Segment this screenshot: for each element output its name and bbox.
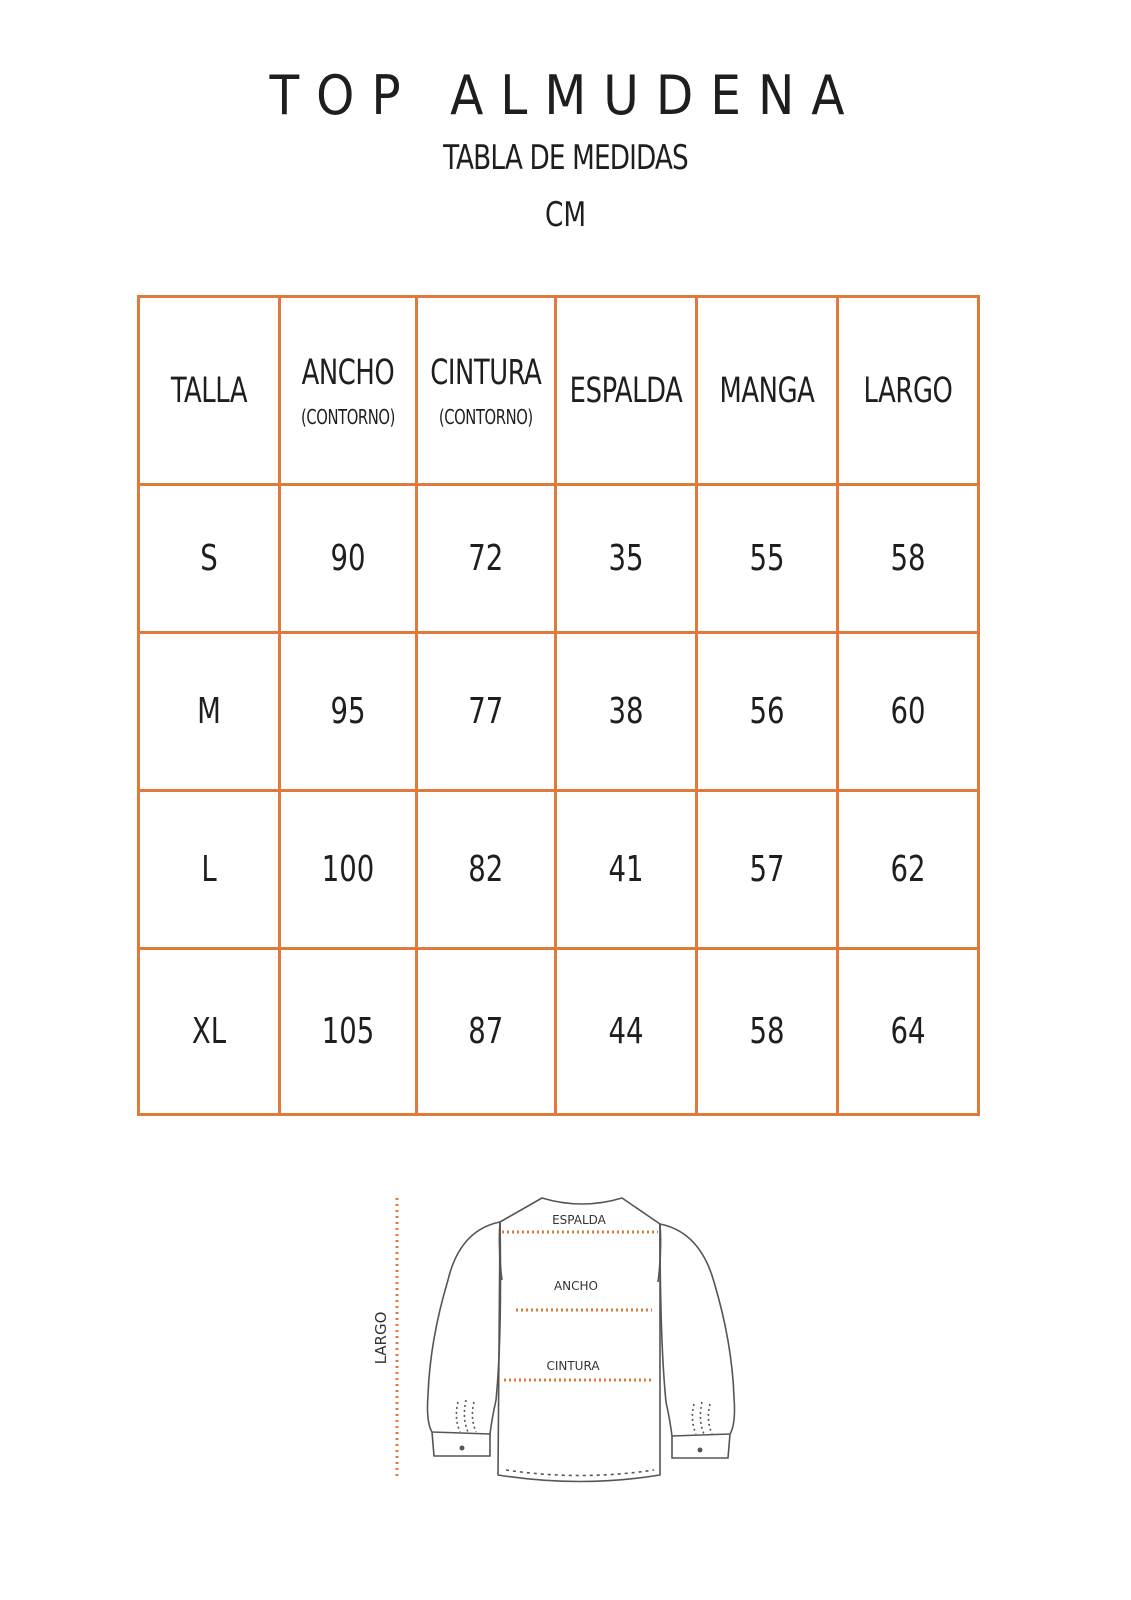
header-sublabel: (CONTORNO) xyxy=(438,404,533,429)
cell-value: 100 xyxy=(321,849,375,890)
unit-label: CM xyxy=(544,195,587,235)
table-cell xyxy=(139,949,280,1115)
cell-value: 58 xyxy=(890,538,926,579)
table-cell xyxy=(417,485,556,633)
cell-value: L xyxy=(201,849,217,890)
cell-value: 60 xyxy=(890,691,926,732)
left-cuff xyxy=(432,1432,490,1456)
table-cell xyxy=(417,791,556,949)
header-label: TALLA xyxy=(170,370,248,411)
table-cell xyxy=(837,949,978,1115)
header-sublabel: (CONTORNO) xyxy=(301,404,395,429)
table-row xyxy=(139,949,979,1115)
header-cell-manga xyxy=(696,297,837,485)
table-cell xyxy=(280,485,417,633)
garment-body xyxy=(498,1198,660,1482)
left-sleeve xyxy=(428,1222,501,1434)
cell-value: 41 xyxy=(608,849,644,890)
cell-value: 77 xyxy=(468,691,504,732)
table-row xyxy=(139,791,979,949)
table-cell xyxy=(417,949,556,1115)
cell-value: 44 xyxy=(608,1011,644,1052)
cell-value: 64 xyxy=(890,1011,926,1052)
cintura-label: CINTURA xyxy=(546,1359,600,1373)
cell-value: 58 xyxy=(749,1011,785,1052)
table-cell xyxy=(139,791,280,949)
table-cell xyxy=(555,791,696,949)
table-cell xyxy=(837,633,978,791)
header-cell-ancho xyxy=(280,297,417,485)
ancho-label: ANCHO xyxy=(553,1279,599,1293)
table-cell xyxy=(280,791,417,949)
size-table xyxy=(137,295,980,1116)
table-cell xyxy=(555,485,696,633)
table-row xyxy=(139,633,979,791)
right-cuff-gathers xyxy=(692,1402,712,1434)
largo-label: LARGO xyxy=(372,1311,390,1365)
garment-measurement-diagram xyxy=(350,1170,780,1530)
table-cell xyxy=(280,633,417,791)
cell-value: 62 xyxy=(890,849,926,890)
header-label: LARGO xyxy=(863,370,953,411)
table-cell xyxy=(696,949,837,1115)
cell-value: 87 xyxy=(468,1011,504,1052)
right-cuff xyxy=(672,1434,730,1458)
table-cell xyxy=(555,949,696,1115)
cell-value: M xyxy=(197,691,221,732)
cell-value: 82 xyxy=(468,849,504,890)
page-subtitle: TABLA DE MEDIDAS xyxy=(443,138,688,178)
left-cuff-gathers xyxy=(456,1400,476,1432)
table-cell xyxy=(139,633,280,791)
table-cell xyxy=(280,949,417,1115)
table-row xyxy=(139,485,979,633)
left-cuff-button xyxy=(460,1446,465,1451)
table-cell xyxy=(696,791,837,949)
espalda-label: ESPALDA xyxy=(552,1213,606,1227)
table-cell xyxy=(696,485,837,633)
header-cell-largo xyxy=(837,297,978,485)
cell-value: S xyxy=(200,538,218,579)
hem-stitch xyxy=(506,1470,654,1476)
header-label: CINTURA xyxy=(430,352,542,393)
table-cell xyxy=(417,633,556,791)
header-cell-cintura xyxy=(417,297,556,485)
right-cuff-button xyxy=(698,1448,703,1453)
table-cell xyxy=(555,633,696,791)
cell-value: 57 xyxy=(749,849,785,890)
cell-value: 95 xyxy=(330,691,366,732)
table-header-row xyxy=(139,297,979,485)
table-cell xyxy=(837,791,978,949)
right-sleeve xyxy=(660,1224,735,1436)
page-title: TOP ALMUDENA xyxy=(269,64,862,127)
table-cell xyxy=(696,633,837,791)
header-label: ESPALDA xyxy=(569,370,682,411)
cell-value: 38 xyxy=(608,691,644,732)
top-garment-icon xyxy=(428,1198,735,1482)
cell-value: 105 xyxy=(321,1011,375,1052)
table-cell xyxy=(139,485,280,633)
cell-value: 35 xyxy=(608,538,644,579)
header-cell-talla xyxy=(139,297,280,485)
table-cell xyxy=(837,485,978,633)
header-label: ANCHO xyxy=(301,352,395,393)
cell-value: 56 xyxy=(749,691,785,732)
cell-value: 72 xyxy=(468,538,504,579)
header-cell-espalda xyxy=(555,297,696,485)
cell-value: 90 xyxy=(330,538,366,579)
cell-value: 55 xyxy=(749,538,785,579)
header-label: MANGA xyxy=(719,370,815,411)
cell-value: XL xyxy=(191,1011,227,1052)
